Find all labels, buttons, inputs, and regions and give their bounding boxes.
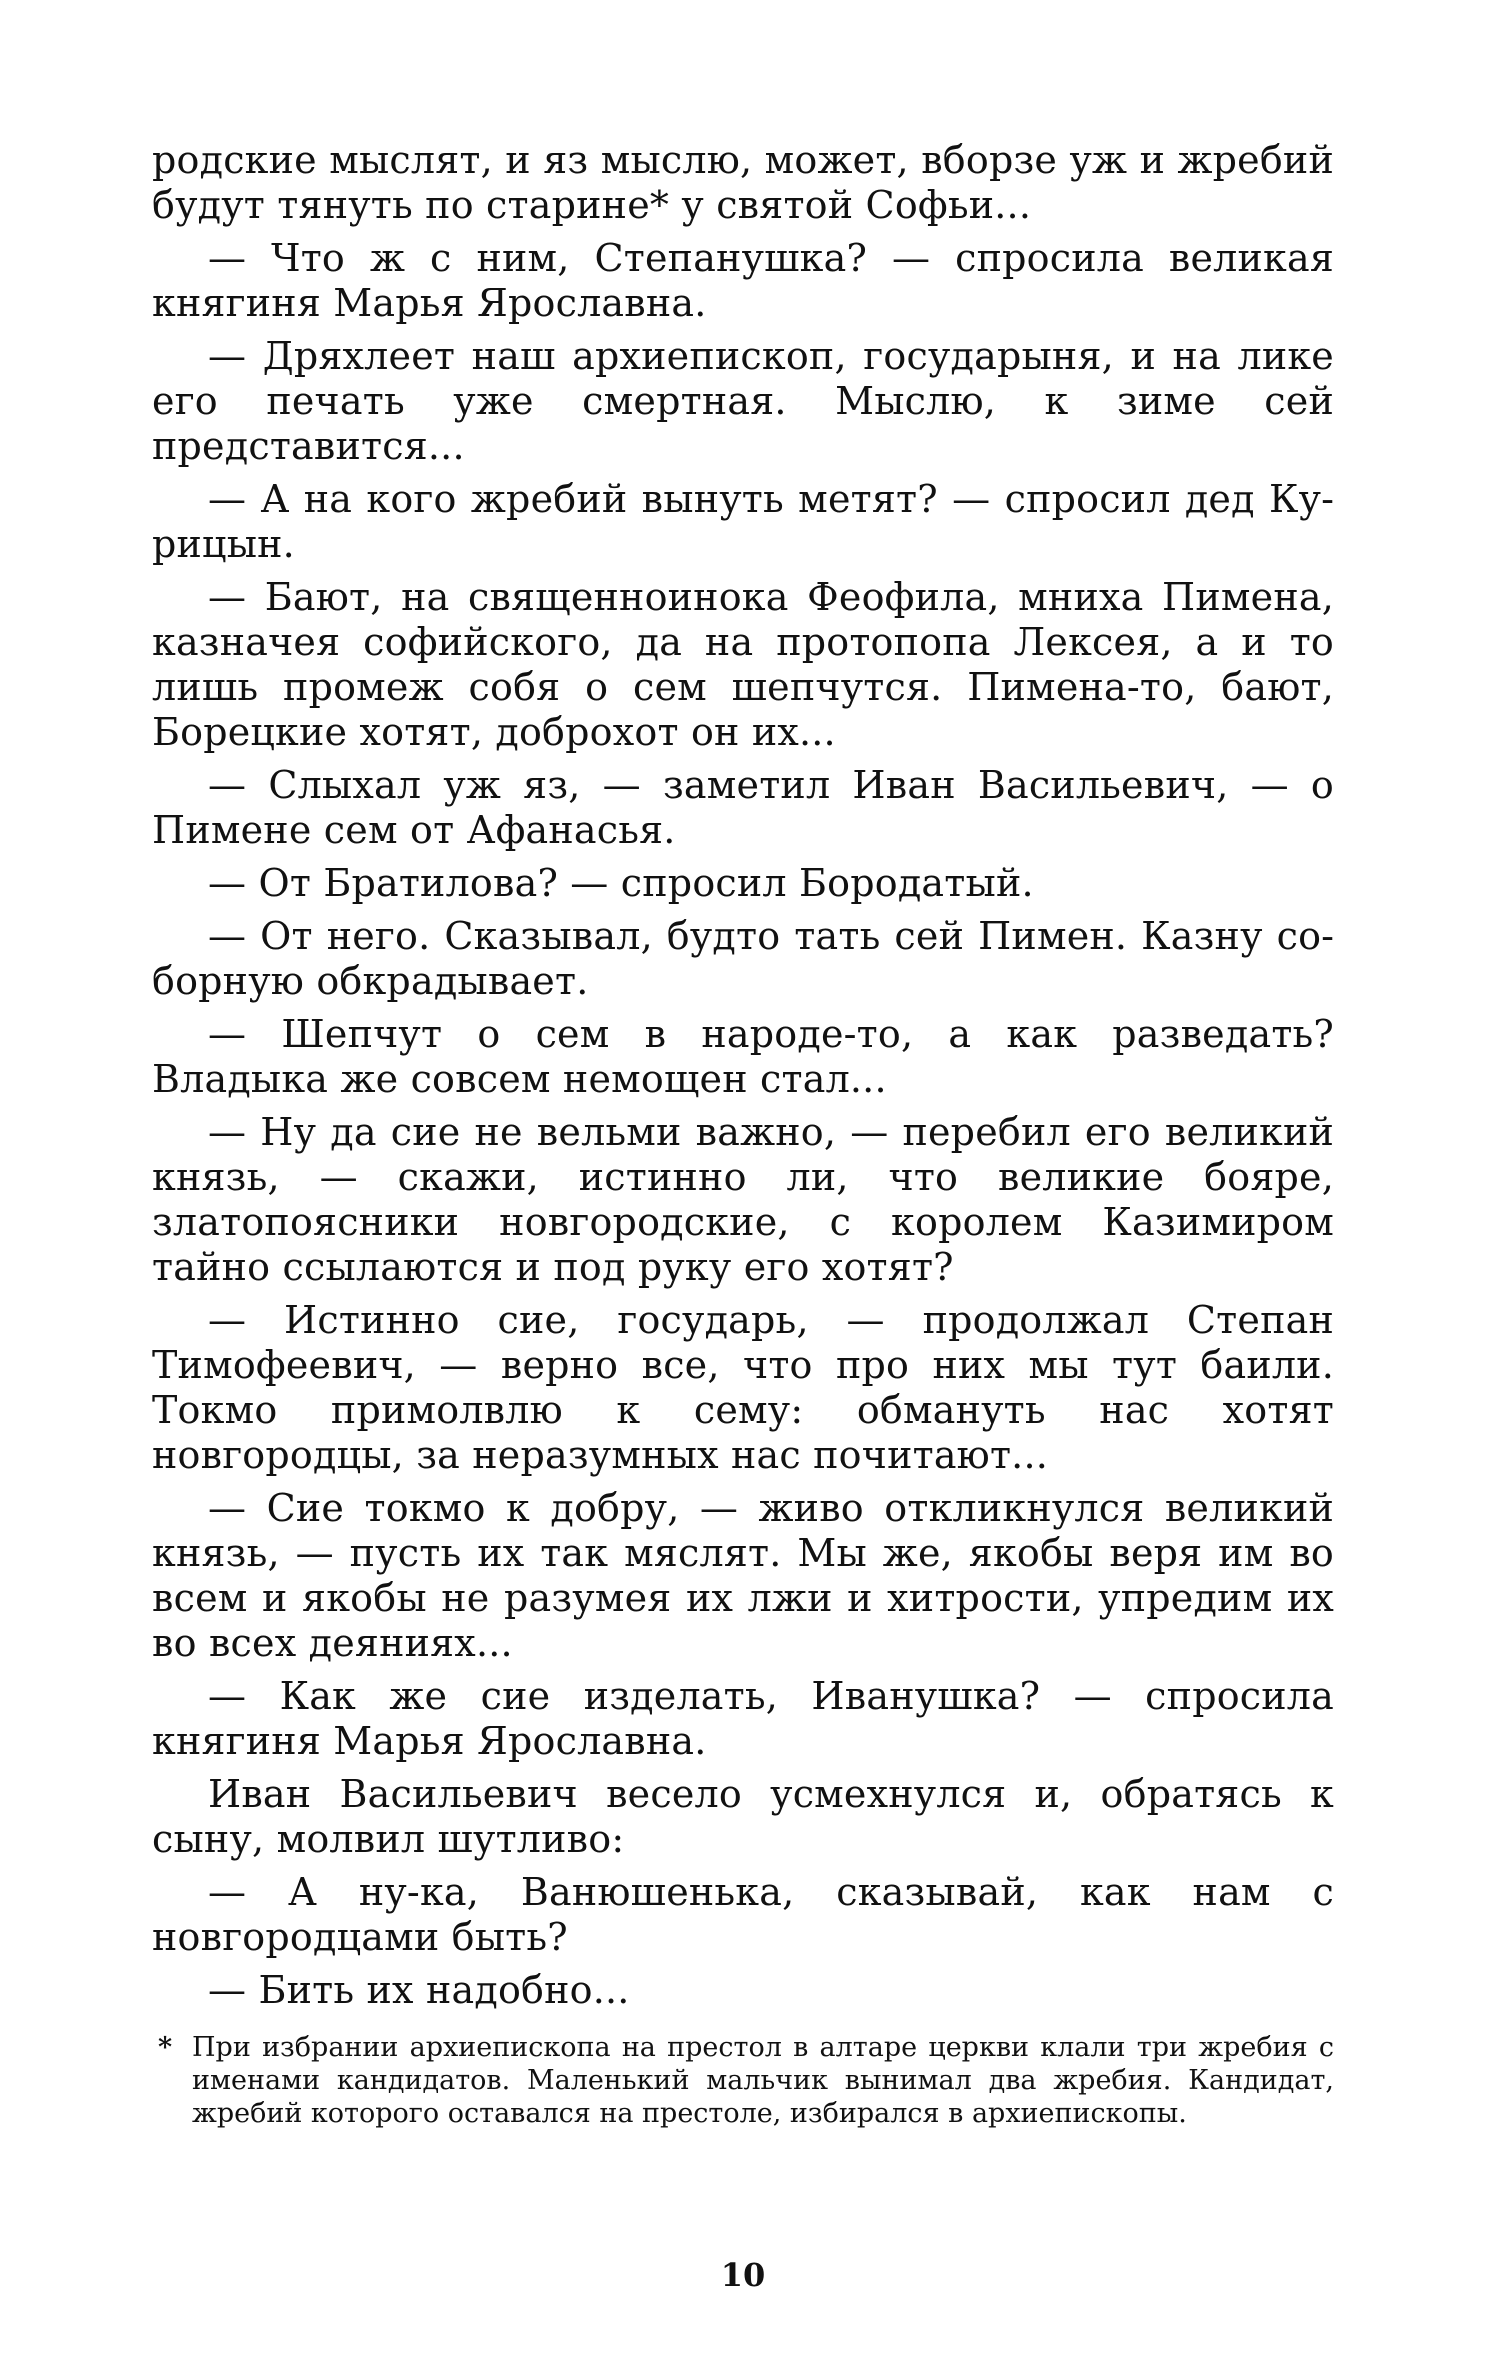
page-number: 10 [720,2256,766,2294]
paragraph: Иван Васильевич весело усмехнулся и, обратясь к сыну, молвил шутливо: [152,1772,1334,1861]
paragraph: — Шепчут о сем в народе-то, а как разведать? Владыка же совсем немощен стал... [152,1012,1334,1101]
footnote-mark: * [158,2032,173,2063]
paragraph: — Бить их надобно... [208,1968,630,2012]
footnote [152,2031,1334,2130]
paragraph: родские мыслят, и яз мыслю, может, вборзе уж и жребий будут тянуть по старине* у святой Софьи... [152,138,1334,227]
paragraph: — А ну-ка, Ванюшенька, сказывай, как нам с новгородцами быть? [152,1870,1334,1959]
paragraph: — Сие токмо к добру, — живо откликнулся великий князь, — пусть их так мяслят. Мы же, якобы веря им во всем и якобы не разумея их лжи и хитрости, упредим их во всех деяниях... [152,1486,1334,1665]
paragraph: — Что ж с ним, Степанушка? — спросила великая княгиня Марья Ярославна. [152,236,1334,325]
footnote-text: При избрании архиепископа на престол в алтаре церкви клали три жребия с именами кандидатов. Маленький мальчик вынимал два жребия. Кандидат, жребий которого оставался на престоле, избирался в архиепископы. [192,2032,1334,2129]
paragraph: — От него. Сказывал, будто тать сей Пимен. Казну соборную обкрадывает. [152,914,1334,1003]
paragraph: — От Братилова? — спросил Бородатый. [208,861,1034,905]
paragraph: — Как же сие изделать, Иванушка? — спросила княгиня Марья Ярославна. [152,1674,1334,1763]
paragraph: — Бают, на священноинока Феофила, мниха Пимена, казначея софийского, да на протопопа Лексея, а и то лишь промеж собя о сем шепчутся. Пимена-то, бают, Борецкие хотят, доброхот он их... [152,575,1334,754]
paragraph: — Слыхал уж яз, — заметил Иван Васильевич, — о Пимене сем от Афанасья. [152,763,1334,852]
paragraph: — Истинно сие, государь, — продолжал Степан Тимофеевич, — верно все, что про них мы тут баили. Токмо примолвлю к сему: обмануть нас хотят новгородцы, за неразумных нас почитают... [152,1298,1334,1477]
paragraph: — А на кого жребий вынуть метят? — спросил дед Курицын. [152,477,1334,566]
paragraph: — Дряхлеет наш архиепископ, государыня, и на лике его печать уже смертная. Мыслю, к зиме сей представится... [152,334,1334,468]
page-body [152,138,1334,2013]
paragraph: — Ну да сие не вельми важно, — перебил его великий князь, — скажи, истинно ли, что великие бояре, златопоясники новгородские, с королем Казимиром тайно ссылаются и под руку его хотят? [152,1110,1334,1289]
book-page [152,138,1334,2294]
